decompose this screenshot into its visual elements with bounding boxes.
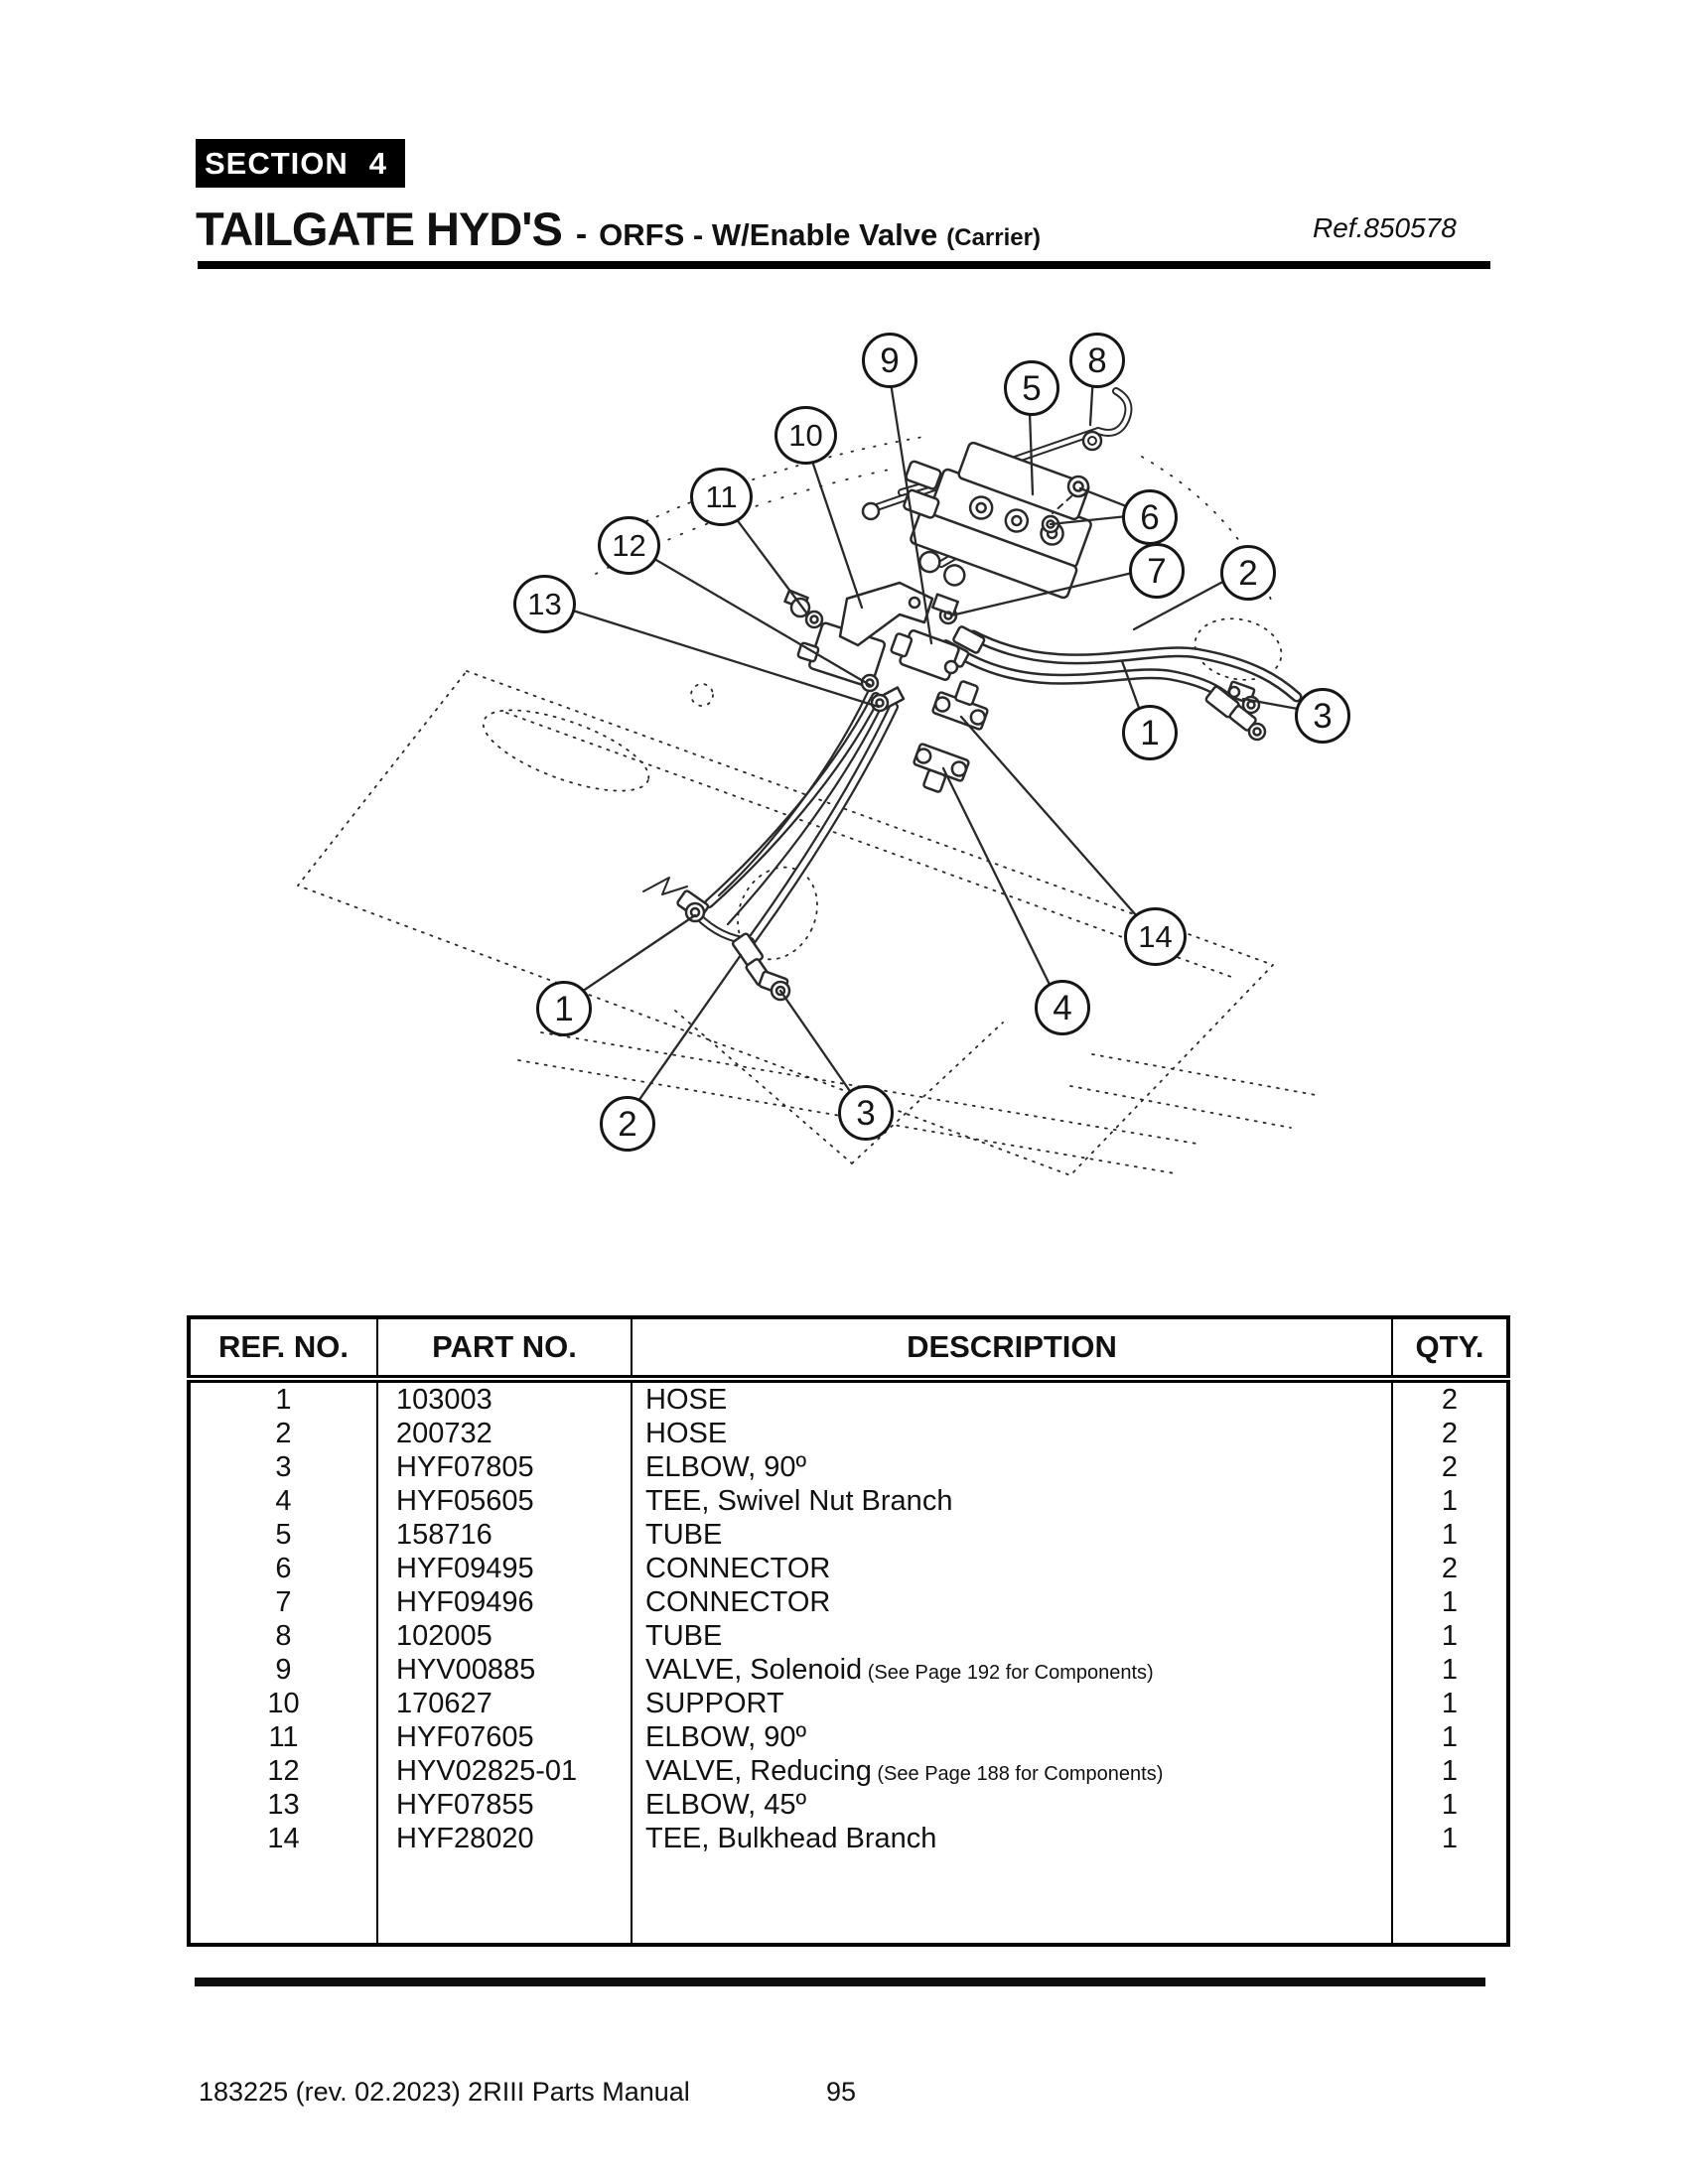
footer-rule	[195, 1978, 1485, 1986]
header-ref-no: REF. NO.	[189, 1317, 377, 1379]
desc-cell: HOSE	[632, 1379, 1392, 1417]
qty-cell: 1	[1392, 1585, 1508, 1619]
filler-cell	[1392, 1855, 1508, 1945]
section-label: SECTION	[205, 145, 349, 181]
hose-end-fittings-left	[732, 933, 789, 1000]
part-cell: HYV00885	[377, 1653, 632, 1687]
desc-cell: ELBOW, 90º	[632, 1450, 1392, 1484]
ref-cell: 13	[267, 1788, 300, 1821]
header-qty: QTY.	[1392, 1317, 1508, 1379]
table-row	[189, 1687, 1508, 1720]
ref-cell: 6	[275, 1552, 292, 1584]
callout-3	[1295, 688, 1350, 744]
hose-bundle-left	[697, 692, 894, 947]
ref-cell: 5	[275, 1518, 292, 1551]
header-description: DESCRIPTION	[632, 1317, 1392, 1379]
callout-label: 3	[856, 1093, 876, 1133]
qty-cell: 1	[1392, 1484, 1508, 1518]
callout-8	[1069, 333, 1125, 388]
see-page-note: (See Page 192 for Components)	[862, 1661, 1154, 1684]
part-cell: HYF07605	[377, 1720, 632, 1754]
callout-2	[1220, 545, 1276, 601]
desc-cell: SUPPORT	[632, 1687, 1392, 1720]
ref-cell: 14	[267, 1822, 300, 1854]
callout-1	[1122, 705, 1178, 760]
callout-label: 4	[1053, 988, 1072, 1027]
callout-label: 1	[1140, 713, 1160, 752]
header-part-no: PART NO.	[377, 1317, 632, 1379]
callout-11	[690, 468, 753, 526]
desc-cell: TEE, Swivel Nut Branch	[632, 1484, 1392, 1518]
callout-2b	[600, 1096, 655, 1152]
tee-swivel	[908, 744, 970, 798]
callout-label: 1	[554, 989, 574, 1028]
footer-page-number: 95	[826, 2077, 857, 2107]
frame-edge-mark	[643, 878, 687, 894]
ref-cell: 12	[267, 1754, 300, 1787]
callout-label: 13	[527, 587, 562, 621]
callout-label: 5	[1022, 368, 1042, 408]
table-row	[189, 1484, 1508, 1518]
title-separator: -	[575, 215, 588, 253]
footer-manual-info: 183225 (rev. 02.2023) 2RIII Parts Manual	[199, 2077, 690, 2107]
filler-cell	[377, 1855, 632, 1945]
table-row	[189, 1619, 1508, 1653]
callout-4	[1035, 980, 1090, 1035]
callout-label: 6	[1140, 497, 1160, 537]
desc-cell: TUBE	[632, 1518, 1392, 1552]
callout-1b	[536, 981, 592, 1036]
part-cell: 200732	[377, 1417, 632, 1450]
part-cell: 103003	[377, 1379, 632, 1417]
callout-7	[1129, 543, 1185, 599]
callout-6	[1122, 489, 1178, 545]
table-row	[189, 1653, 1508, 1687]
part-cell: HYF09496	[377, 1585, 632, 1619]
ref-cell: 1	[275, 1383, 292, 1416]
tee-bulkhead	[932, 675, 995, 730]
desc-cell: VALVE, Reducing (See Page 188 for Components)	[632, 1754, 1392, 1788]
qty-cell: 1	[1392, 1788, 1508, 1822]
callout-label: 2	[1238, 553, 1258, 593]
table-row	[189, 1518, 1508, 1552]
callout-label: 10	[788, 418, 823, 453]
ref-cell: 3	[275, 1450, 292, 1483]
see-page-note: (See Page 188 for Components)	[871, 1762, 1164, 1785]
ref-cell: 4	[275, 1484, 292, 1517]
callout-label: 9	[880, 341, 900, 380]
table-row	[189, 1822, 1508, 1855]
part-cell: HYF07805	[377, 1450, 632, 1484]
table-row	[189, 1788, 1508, 1822]
callout-label: 2	[618, 1104, 637, 1144]
table-filler-row	[189, 1855, 1508, 1945]
part-cell: HYF09495	[377, 1552, 632, 1585]
part-cell: HYV02825-01	[377, 1754, 632, 1788]
callout-label: 7	[1147, 551, 1167, 591]
qty-cell: 2	[1392, 1552, 1508, 1585]
reference-number: Ref.850578	[1313, 212, 1457, 243]
callout-label: 11	[705, 479, 738, 514]
desc-cell: ELBOW, 45º	[632, 1788, 1392, 1822]
callout-label: 14	[1138, 919, 1173, 954]
table-row	[189, 1585, 1508, 1619]
title-main: TAILGATE HYD'S	[196, 203, 562, 255]
qty-cell: 2	[1392, 1379, 1508, 1417]
filler-cell	[632, 1855, 1392, 1945]
ref-cell: 11	[268, 1720, 299, 1753]
filler-cell	[189, 1855, 377, 1945]
qty-cell: 1	[1392, 1619, 1508, 1653]
table-row	[189, 1720, 1508, 1754]
callout-12	[598, 516, 660, 575]
parts-table	[187, 1315, 1510, 1947]
part-cell: HYF28020	[377, 1822, 632, 1855]
table-row	[189, 1417, 1508, 1450]
desc-cell: CONNECTOR	[632, 1552, 1392, 1585]
desc-cell: HOSE	[632, 1417, 1392, 1450]
table-header-row	[189, 1317, 1508, 1379]
desc-cell: ELBOW, 90º	[632, 1720, 1392, 1754]
qty-cell: 2	[1392, 1417, 1508, 1450]
qty-cell: 2	[1392, 1450, 1508, 1484]
desc-cell: TEE, Bulkhead Branch	[632, 1822, 1392, 1855]
title-subtitle: ORFS - W/Enable Valve	[599, 217, 938, 252]
desc-cell: CONNECTOR	[632, 1585, 1392, 1619]
section-number: 4	[368, 145, 387, 181]
callout-label: 12	[612, 528, 646, 563]
callout-3b	[838, 1085, 894, 1141]
qty-cell: 1	[1392, 1754, 1508, 1788]
qty-cell: 1	[1392, 1518, 1508, 1552]
desc-cell: TUBE	[632, 1619, 1392, 1653]
callout-label: 3	[1313, 696, 1333, 736]
table-row	[189, 1754, 1508, 1788]
part-cell: 102005	[377, 1619, 632, 1653]
part-cell: HYF05605	[377, 1484, 632, 1518]
ref-cell: 9	[275, 1653, 292, 1686]
ref-cell: 7	[275, 1585, 292, 1618]
ref-cell: 10	[267, 1687, 300, 1719]
qty-cell: 1	[1392, 1653, 1508, 1687]
part-cell: 170627	[377, 1687, 632, 1720]
table-row	[189, 1450, 1508, 1484]
ref-cell: 2	[275, 1417, 292, 1449]
table-row	[189, 1552, 1508, 1585]
callout-5	[1004, 360, 1059, 416]
table-row	[189, 1379, 1508, 1417]
qty-cell: 1	[1392, 1687, 1508, 1720]
desc-cell: VALVE, Solenoid (See Page 192 for Components)	[632, 1653, 1392, 1687]
ref-cell: 8	[275, 1619, 292, 1652]
solenoid-valve	[888, 625, 959, 681]
callout-14	[1124, 907, 1187, 966]
parts-table-body	[189, 1379, 1508, 1945]
callout-13	[513, 575, 576, 633]
part-cell: 158716	[377, 1518, 632, 1552]
title-subtitle-note: (Carrier)	[946, 224, 1041, 251]
part-cell: HYF07855	[377, 1788, 632, 1822]
qty-cell: 1	[1392, 1720, 1508, 1754]
callout-9	[862, 333, 917, 388]
callout-10	[774, 406, 837, 465]
callout-label: 8	[1087, 341, 1107, 380]
qty-cell: 1	[1392, 1822, 1508, 1855]
